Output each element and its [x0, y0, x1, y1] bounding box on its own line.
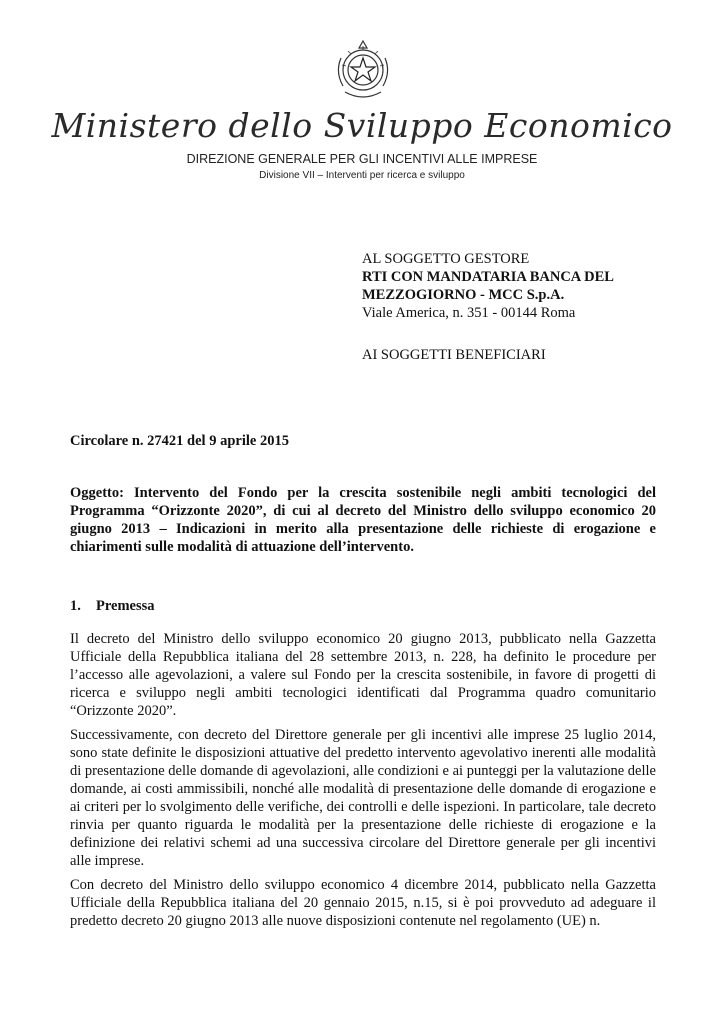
italian-republic-emblem-icon [333, 38, 393, 104]
divisione-label: Divisione VII – Interventi per ricerca e sviluppo [259, 170, 465, 181]
paragraph: Successivamente, con decreto del Direttore generale per gli incentivi alle imprese 25 luglio 2014, sono state definite le disposizioni attuative del predetto intervento agevolativo inerenti alle modalità di presentazione delle domande di agevolazioni, alle condizioni e ai punteggi per la valutazione delle domande, ai costi ammissibili, nonché alle modalità di presentazione delle domande di erogazione e ai criteri per lo svolgimento delle verifiche, dei controlli e delle ispezioni. In particolare, tale decreto rinvia per quanto riguarda le modalità per la presentazione delle richieste di erogazione e la definizione dei relativi schemi ad una successiva circolare del Direttore generale per gli incentivi alle imprese. [70, 727, 656, 869]
subject-paragraph: Oggetto: Intervento del Fondo per la crescita sostenibile negli ambiti tecnologici del Programma “Orizzonte 2020”, di cui al decreto del Ministro dello sviluppo economico 20 giugno 2013 – Indicazioni in merito alla presentazione delle richieste di erogazione e chiarimenti sulle modalità di attuazione dell’intervento. [70, 485, 656, 555]
section-title: Premessa [96, 598, 155, 614]
ministry-title: Ministero dello Sviluppo Economico [51, 106, 673, 145]
recipient-address: Viale America, n. 351 - 00144 Roma [362, 305, 576, 321]
paragraph: Con decreto del Ministro dello sviluppo economico 4 dicembre 2014, pubblicato nella Gazzetta Ufficiale della Repubblica italiana del 20 gennaio 2015, n.15, si è poi provveduto ad adeguare il predetto decreto 20 giugno 2013 alle nuove disposizioni contenute nel regolamento (UE) n. [70, 877, 656, 929]
circolare-number: Circolare n. 27421 del 9 aprile 2015 [70, 433, 289, 449]
recipient-line-3: MEZZOGIORNO - MCC S.p.A. [362, 287, 565, 303]
paragraph: Il decreto del Ministro dello sviluppo economico 20 giugno 2013, pubblicato nella Gazzetta Ufficiale della Repubblica italiana del 28 settembre 2013, n. 228, ha definito le procedure per l’accesso alle agevolazioni, a valere sul Fondo per la crescita sostenibile, in favore di progetti di ricerca e sviluppo negli ambiti tecnologici identificati dal Programma quadro comunitario “Orizzonte 2020”. [70, 631, 656, 719]
direzione-label: DIREZIONE GENERALE PER GLI INCENTIVI ALLE IMPRESE [186, 152, 538, 166]
section-number: 1. [70, 598, 81, 614]
recipient-line-1: AL SOGGETTO GESTORE [362, 251, 530, 267]
section-heading [70, 598, 155, 615]
body-text [70, 630, 656, 936]
recipient-beneficiari: AI SOGGETTI BENEFICIARI [362, 347, 546, 363]
recipient-line-2: RTI CON MANDATARIA BANCA DEL [362, 269, 614, 285]
recipient-block [362, 250, 614, 322]
